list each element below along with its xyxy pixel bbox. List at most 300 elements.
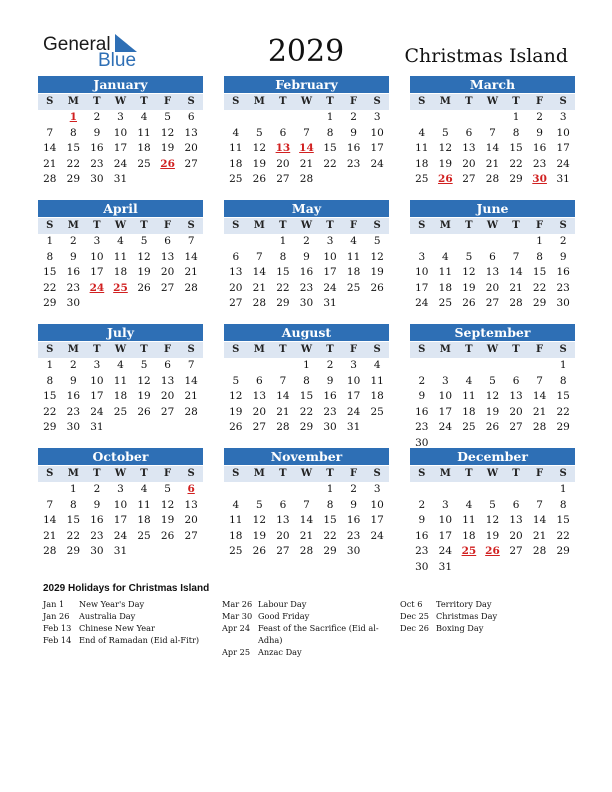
day-cell: 29: [276, 297, 290, 309]
weekday-label: F: [350, 344, 358, 355]
weekday-label: T: [140, 344, 148, 355]
day-cell: 13: [462, 142, 476, 154]
day-cell: 1: [46, 235, 54, 247]
weekday-label: M: [67, 96, 79, 107]
day-cell: 15: [556, 514, 570, 526]
day-cell: [528, 358, 552, 374]
day-cell: 31: [113, 545, 128, 557]
holiday-item: [222, 646, 393, 658]
day-cell: 7: [279, 374, 287, 387]
generalblue-logo: [43, 34, 143, 70]
week-row: [224, 265, 389, 281]
day-cell: 8: [559, 374, 567, 387]
weekday-label: W: [486, 220, 499, 231]
day-cell: 4: [232, 498, 240, 511]
holidays-title: 2029 Holidays for Christmas Island: [43, 583, 210, 594]
day-cell: 9: [93, 498, 101, 511]
day-cell: 15: [323, 514, 337, 526]
weekday-label: S: [418, 344, 426, 355]
week-row: [224, 405, 389, 421]
weekday-label: S: [232, 468, 240, 479]
day-cell: [342, 296, 366, 312]
day-cell: 25: [438, 297, 453, 309]
day-cell: 7: [46, 498, 54, 511]
week-row: [410, 296, 575, 312]
holiday-date: Dec 25: [400, 611, 430, 621]
day-cell: 5: [232, 374, 240, 387]
day-cell: 23: [532, 157, 547, 170]
month-name: December: [410, 448, 575, 465]
weekday-label: F: [536, 220, 544, 231]
day-cell: 9: [70, 374, 77, 387]
day-cell: 8: [303, 374, 310, 387]
month-name: April: [38, 200, 203, 217]
day-cell: 22: [276, 281, 290, 294]
weekday-label: S: [232, 96, 240, 107]
day-cell: [85, 296, 109, 312]
day-cell: 11: [346, 250, 361, 263]
day-cell: 13: [184, 498, 198, 511]
day-cell: 18: [113, 390, 128, 402]
day-cell: 22: [66, 157, 81, 170]
day-cell: 23: [346, 157, 361, 170]
weekday-label: W: [486, 96, 499, 107]
month-name: January: [38, 76, 203, 93]
day-cell: 25: [229, 545, 243, 557]
holiday-name: Boxing Day: [436, 623, 484, 633]
week-row: [224, 281, 389, 297]
day-cell: 18: [415, 157, 429, 170]
week-row: [224, 126, 389, 142]
day-cell: 22: [509, 157, 523, 170]
day-cell: 4: [232, 126, 240, 139]
day-cell: 1: [303, 359, 310, 371]
month-august: [224, 324, 389, 436]
week-row: [38, 544, 203, 560]
day-cell: 31: [323, 297, 337, 309]
weekday-header: [224, 94, 389, 110]
day-cell: [457, 560, 481, 576]
day-cell: 6: [512, 374, 520, 387]
day-cell: 28: [532, 545, 547, 557]
day-cell: 23: [66, 405, 81, 418]
week-row: [410, 141, 575, 157]
holiday-day-cell: 25: [113, 281, 128, 294]
day-cell: 14: [184, 374, 198, 387]
day-cell: 21: [43, 157, 57, 170]
day-cell: 5: [256, 126, 263, 139]
weekday-label: W: [486, 468, 499, 479]
day-cell: 11: [462, 390, 476, 402]
holiday-date: Apr 25: [222, 647, 251, 657]
day-cell: 17: [323, 266, 337, 278]
holiday-name: End of Ramadan (Eid al-Fitr): [79, 635, 200, 645]
day-cell: [504, 234, 528, 250]
day-cell: 11: [462, 514, 476, 526]
day-cell: 19: [485, 405, 500, 418]
day-cell: 8: [70, 126, 77, 139]
day-cell: 17: [90, 266, 104, 278]
holiday-day-cell: 26: [438, 173, 453, 185]
day-cell: 18: [462, 529, 476, 542]
weekday-label: F: [164, 344, 172, 355]
holiday-day-cell: 24: [89, 281, 105, 294]
holiday-column: [43, 598, 214, 646]
day-cell: 9: [93, 126, 101, 139]
day-cell: 29: [323, 545, 337, 557]
weekday-label: T: [93, 468, 101, 479]
holiday-column: [400, 598, 571, 634]
day-cell: 27: [184, 157, 198, 170]
day-cell: 15: [556, 390, 570, 402]
day-cell: 9: [303, 250, 310, 263]
day-cell: 20: [462, 157, 476, 170]
holiday-item: [43, 622, 214, 634]
day-cell: 30: [556, 297, 570, 309]
day-cell: [295, 482, 319, 498]
weekday-label: W: [300, 468, 313, 479]
day-cell: 30: [90, 173, 104, 185]
day-cell: 27: [160, 281, 175, 294]
day-cell: 20: [276, 157, 290, 170]
day-cell: 1: [326, 483, 334, 495]
day-cell: 15: [509, 142, 523, 154]
weekday-header: [224, 466, 389, 482]
day-cell: 10: [556, 126, 570, 139]
week-row: [224, 513, 389, 529]
week-row: [224, 234, 389, 250]
day-cell: [318, 172, 342, 188]
day-cell: 7: [187, 359, 195, 371]
day-cell: 6: [512, 498, 520, 511]
holiday-date: Mar 26: [222, 599, 253, 609]
day-cell: 6: [279, 498, 287, 511]
day-cell: 28: [299, 173, 314, 185]
weekday-label: S: [46, 468, 54, 479]
day-cell: [504, 358, 528, 374]
day-cell: 19: [485, 529, 500, 542]
day-cell: 31: [346, 421, 361, 433]
day-cell: 4: [140, 111, 148, 123]
day-cell: 2: [93, 111, 101, 123]
day-cell: 24: [90, 405, 104, 418]
weekday-label: T: [465, 344, 473, 355]
month-name: November: [224, 448, 389, 465]
week-row: [410, 389, 575, 405]
day-cell: 22: [43, 405, 57, 418]
month-november: [224, 448, 389, 560]
weekday-label: S: [187, 96, 195, 107]
logo-blue-text: Blue: [98, 50, 137, 71]
week-row: [38, 358, 203, 374]
holiday-date: Mar 30: [222, 611, 253, 621]
day-cell: 19: [137, 390, 151, 402]
day-cell: 20: [160, 390, 175, 402]
day-cell: 29: [532, 297, 547, 309]
day-cell: 24: [346, 405, 361, 418]
holiday-name: Anzac Day: [258, 647, 302, 657]
holiday-item: [400, 598, 571, 610]
day-cell: 30: [90, 545, 104, 557]
week-row: [224, 172, 389, 188]
day-cell: 17: [556, 142, 570, 154]
day-cell: 26: [485, 421, 500, 433]
day-cell: 6: [279, 126, 287, 139]
holiday-day-cell: 30: [532, 173, 547, 185]
weekday-label: T: [465, 220, 473, 231]
day-cell: 1: [279, 235, 287, 247]
day-cell: 12: [252, 142, 267, 154]
day-cell: 1: [70, 483, 77, 495]
week-row: [410, 234, 575, 250]
day-cell: 24: [370, 529, 384, 542]
month-name: July: [38, 324, 203, 341]
day-cell: 14: [532, 390, 547, 402]
weekday-label: W: [114, 468, 127, 479]
day-cell: 29: [556, 545, 570, 557]
day-cell: 1: [512, 111, 520, 123]
holiday-day-cell: 25: [461, 545, 477, 557]
day-cell: 6: [465, 126, 473, 139]
day-cell: 26: [462, 297, 476, 309]
day-cell: [295, 110, 319, 126]
weekday-label: T: [326, 344, 334, 355]
weekday-header: [38, 342, 203, 358]
holiday-item: [43, 610, 214, 622]
day-cell: [481, 482, 505, 498]
holiday-name: Labour Day: [258, 599, 307, 609]
weekday-label: T: [512, 468, 520, 479]
day-cell: 29: [66, 545, 81, 557]
day-cell: 22: [323, 157, 337, 170]
day-cell: 10: [323, 250, 337, 263]
day-cell: 14: [276, 390, 290, 402]
day-cell: 10: [438, 390, 453, 402]
day-cell: 30: [415, 436, 429, 449]
day-cell: 24: [113, 529, 128, 542]
day-cell: 25: [370, 405, 384, 418]
day-cell: 20: [184, 514, 198, 526]
day-cell: 1: [326, 111, 334, 123]
day-cell: 3: [93, 359, 101, 371]
day-cell: 21: [532, 529, 547, 542]
day-cell: 18: [137, 514, 151, 526]
day-cell: 28: [184, 405, 198, 418]
week-row: [38, 296, 203, 312]
week-row: [410, 157, 575, 173]
day-cell: [224, 234, 248, 250]
weekday-label: S: [46, 344, 54, 355]
week-row: [410, 420, 575, 436]
weekday-label: M: [67, 220, 79, 231]
day-cell: 4: [117, 235, 124, 247]
day-cell: 16: [415, 405, 429, 418]
weekday-label: M: [253, 468, 265, 479]
day-cell: 29: [556, 421, 570, 433]
day-cell: 14: [532, 514, 547, 526]
weekday-label: T: [140, 220, 148, 231]
day-cell: 14: [184, 250, 198, 263]
weekday-label: M: [67, 468, 79, 479]
week-row: [224, 250, 389, 266]
day-cell: 4: [350, 235, 357, 247]
day-cell: 3: [442, 498, 449, 511]
day-cell: 11: [113, 250, 128, 263]
holiday-item: [43, 634, 214, 646]
week-row: [410, 358, 575, 374]
holiday-name: Australia Day: [79, 611, 136, 621]
day-cell: 2: [536, 111, 543, 123]
day-cell: 28: [184, 281, 198, 294]
day-cell: [410, 358, 434, 374]
day-cell: 27: [229, 297, 243, 309]
holiday-item: [222, 598, 393, 610]
day-cell: 10: [346, 374, 361, 387]
weekday-label: M: [439, 468, 451, 479]
day-cell: 25: [462, 421, 476, 433]
day-cell: 2: [418, 374, 426, 387]
day-cell: 10: [370, 498, 384, 511]
week-row: [224, 529, 389, 545]
day-cell: 30: [299, 297, 314, 309]
day-cell: 27: [509, 545, 523, 557]
week-row: [410, 265, 575, 281]
day-cell: 25: [229, 173, 243, 185]
day-cell: 5: [489, 374, 496, 387]
day-cell: 17: [438, 529, 453, 542]
day-cell: 4: [465, 374, 473, 387]
holiday-day-cell: 1: [69, 111, 77, 123]
day-cell: 24: [438, 421, 453, 433]
day-cell: 29: [509, 173, 523, 185]
day-cell: 20: [509, 405, 523, 418]
calendar-region: Christmas Island: [404, 45, 568, 67]
holiday-date: Oct 6: [400, 599, 423, 609]
calendar-year: 2029: [267, 34, 345, 69]
day-cell: 16: [415, 529, 429, 542]
holiday-day-cell: 13: [275, 142, 291, 154]
day-cell: 15: [532, 266, 547, 278]
weekday-label: T: [465, 468, 473, 479]
weekday-label: S: [418, 96, 426, 107]
day-cell: 19: [462, 281, 476, 294]
day-cell: 23: [66, 281, 81, 294]
day-cell: 30: [66, 421, 81, 433]
day-cell: 24: [323, 281, 337, 294]
day-cell: 20: [184, 142, 198, 154]
day-cell: 6: [489, 250, 496, 263]
day-cell: [457, 110, 481, 126]
day-cell: [38, 110, 62, 126]
week-row: [224, 157, 389, 173]
day-cell: 23: [90, 529, 104, 542]
day-cell: [481, 560, 505, 576]
week-row: [38, 420, 203, 436]
holiday-name: Good Friday: [258, 611, 310, 621]
day-cell: 16: [346, 514, 361, 526]
week-row: [410, 482, 575, 498]
weekday-label: S: [559, 344, 567, 355]
day-cell: 21: [299, 157, 314, 170]
day-cell: 13: [509, 514, 523, 526]
day-cell: 13: [229, 266, 243, 278]
day-cell: [179, 420, 203, 436]
day-cell: 1: [536, 235, 543, 247]
day-cell: 16: [556, 266, 570, 278]
day-cell: 28: [532, 421, 547, 433]
weekday-label: F: [164, 220, 172, 231]
day-cell: 15: [276, 266, 290, 278]
weekday-header: [224, 218, 389, 234]
day-cell: 21: [184, 390, 198, 402]
day-cell: 7: [46, 126, 54, 139]
day-cell: 28: [43, 545, 57, 557]
day-cell: 3: [117, 483, 124, 495]
day-cell: 22: [532, 281, 547, 294]
day-cell: 9: [350, 126, 357, 139]
day-cell: 28: [485, 173, 500, 185]
day-cell: [179, 544, 203, 560]
holiday-day-cell: 26: [160, 157, 175, 170]
day-cell: [224, 358, 248, 374]
week-row: [410, 405, 575, 421]
holiday-column: [222, 598, 393, 658]
day-cell: 11: [370, 374, 384, 387]
day-cell: 8: [326, 126, 334, 139]
day-cell: 27: [276, 545, 290, 557]
weekday-label: T: [512, 220, 520, 231]
day-cell: 13: [160, 374, 175, 387]
day-cell: 13: [184, 126, 198, 139]
day-cell: 12: [229, 390, 243, 402]
weekday-label: M: [67, 344, 79, 355]
weekday-label: T: [279, 344, 287, 355]
day-cell: 13: [160, 250, 175, 263]
day-cell: 18: [229, 157, 243, 170]
holiday-date: Jan 1: [43, 599, 65, 609]
week-row: [410, 374, 575, 390]
day-cell: 5: [140, 235, 148, 247]
day-cell: 11: [137, 498, 151, 511]
day-cell: 7: [489, 126, 496, 139]
week-row: [38, 234, 203, 250]
weekday-label: W: [114, 96, 127, 107]
day-cell: 12: [462, 266, 476, 278]
day-cell: 16: [532, 142, 547, 154]
day-cell: 14: [43, 514, 57, 526]
day-cell: 15: [299, 390, 314, 402]
day-cell: 19: [160, 142, 175, 154]
day-cell: 27: [252, 421, 267, 433]
month-may: [224, 200, 389, 312]
weekday-label: M: [439, 220, 451, 231]
day-cell: 21: [184, 266, 198, 278]
day-cell: 16: [299, 266, 314, 278]
day-cell: 30: [66, 297, 81, 309]
day-cell: 8: [512, 126, 520, 139]
day-cell: [248, 234, 272, 250]
week-row: [224, 110, 389, 126]
day-cell: 25: [346, 281, 361, 294]
logo-general-text: General: [43, 34, 111, 55]
day-cell: 6: [187, 111, 195, 123]
day-cell: 19: [438, 157, 453, 170]
day-cell: 25: [113, 405, 128, 418]
weekday-label: F: [164, 96, 172, 107]
day-cell: 29: [43, 421, 57, 433]
week-row: [224, 498, 389, 514]
day-cell: 7: [256, 250, 263, 263]
